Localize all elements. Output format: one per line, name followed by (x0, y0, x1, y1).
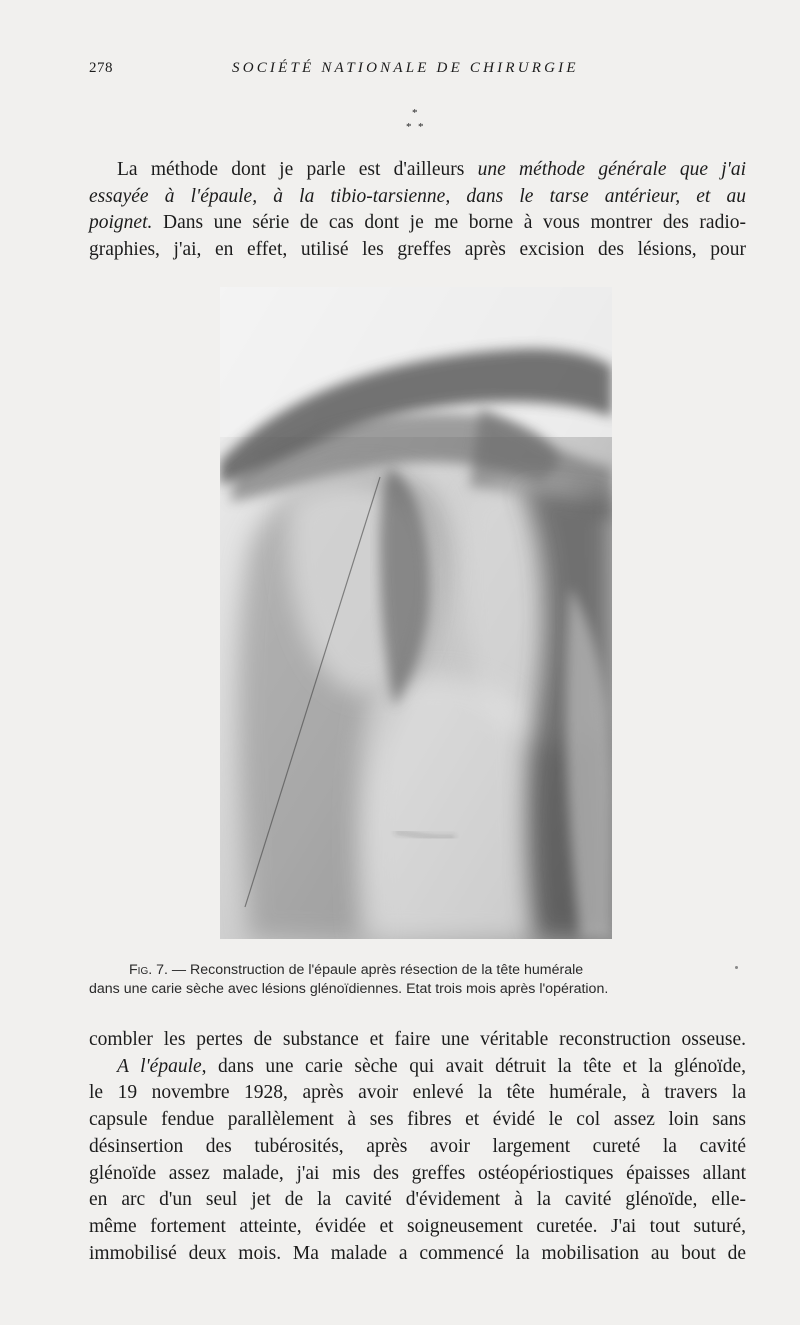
figure-label: Fig. 7. (129, 962, 168, 978)
italic-run: essayée à l'épaule, à la tibio-tarsienne, dans le tarse antérieur, et au (89, 185, 746, 207)
asterism-star: * (412, 107, 418, 119)
caption-line (89, 961, 749, 980)
page-header (0, 60, 800, 84)
speck (735, 966, 738, 969)
shoulder-radiograph-image (220, 287, 612, 939)
paragraph-line (89, 184, 746, 211)
xray-figure (220, 287, 612, 939)
paragraph-line: le 19 novembre 1928, après avoir enlevé la tête humérale, à travers la (89, 1082, 746, 1104)
paragraph-line: glénoïde assez malade, j'ai mis des greffes ostéopériostiques épaisses allant (89, 1162, 746, 1184)
paragraph-line (89, 157, 746, 184)
paragraph-line: en arc d'un seul jet de la cavité d'évidement à la cavité glénoïde, elle- (89, 1189, 746, 1211)
paragraph-line: même fortement atteinte, évidée et soigneusement curetée. J'ai tout suturé, (89, 1215, 746, 1237)
paragraph-line (89, 210, 746, 237)
caption-text: — Reconstruction de l'épaule après résection de la tête humérale (167, 962, 584, 978)
paragraph-line (89, 1054, 746, 1081)
paragraph-line: combler les pertes de substance et faire une véritable reconstruction osseuse. (89, 1029, 746, 1050)
page-number: 278 (89, 60, 113, 76)
text-run: , dans une carie sèche qui avait détruit la tête et la glénoïde, (201, 1055, 746, 1077)
running-title: SOCIÉTÉ NATIONALE DE CHIRURGIE (232, 60, 579, 76)
asterism-section-break (396, 108, 436, 138)
asterism-star: * (406, 121, 412, 133)
paragraph-line: désinsertion des tubérosités, après avoir largement cureté la cavité (89, 1135, 746, 1157)
asterism-star: * (418, 121, 424, 133)
italic-run: poignet. (89, 212, 153, 234)
italic-run: A l'épaule (117, 1055, 202, 1077)
paragraph-line: capsule fendue parallèlement à ses fibres et évidé le col assez loin sans (89, 1109, 746, 1131)
paragraph-2 (89, 1027, 746, 1267)
text-run: graphies, j'ai, en effet, utilisé les greffes après excision des lésions, pour (89, 239, 746, 261)
text-run: La méthode dont je parle est d'ailleurs (117, 159, 478, 180)
paragraph-line (89, 237, 746, 264)
text-run: Dans une série de cas dont je me borne à vous montrer des radio- (152, 212, 746, 234)
italic-run: une méthode générale que j'ai (477, 159, 746, 180)
caption-line: dans une carie sèche avec lésions glénoïdiennes. Etat trois mois après l'opération. (89, 981, 609, 997)
paragraph-1 (89, 157, 746, 264)
paragraph-line: immobilisé deux mois. Ma malade a commencé la mobilisation au bout de (89, 1242, 746, 1264)
figure-caption (89, 961, 749, 999)
